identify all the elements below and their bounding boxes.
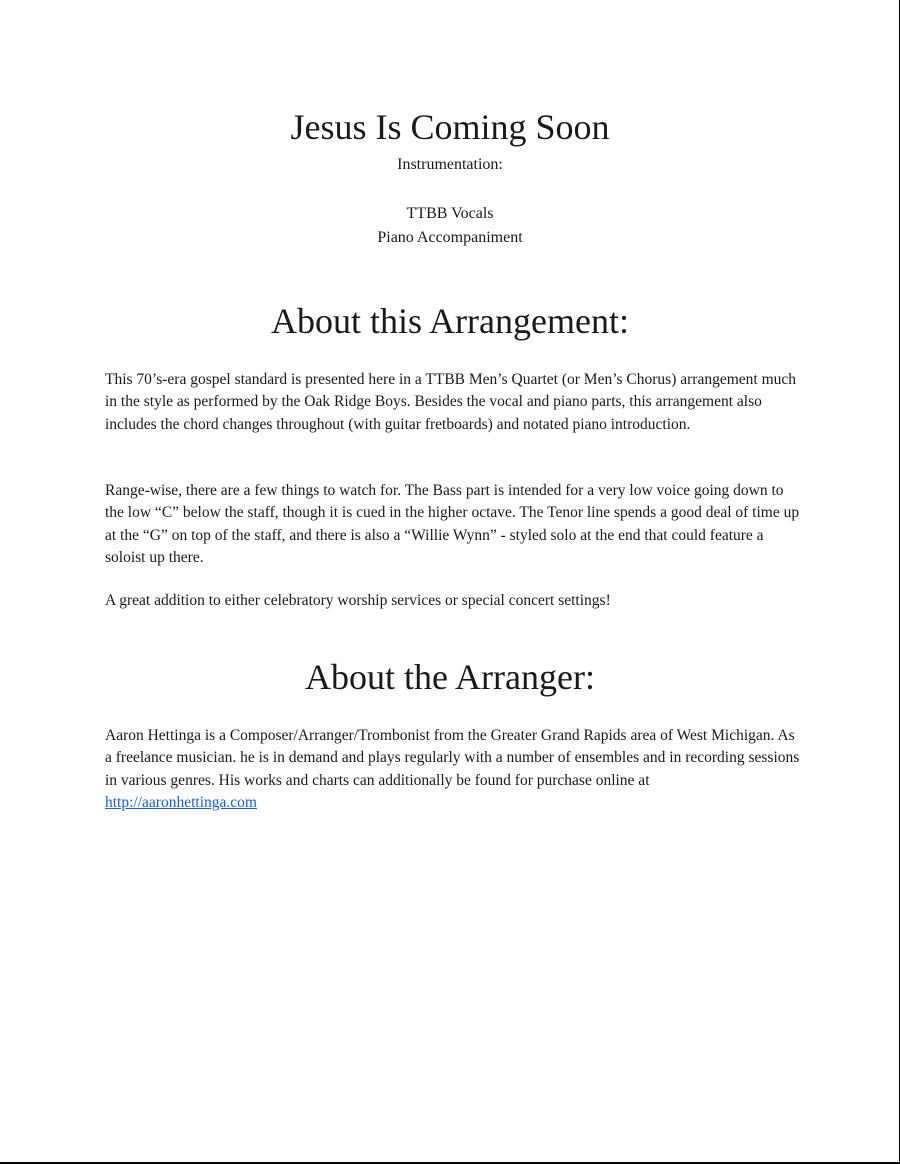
instrumentation-item: TTBB Vocals <box>406 205 494 222</box>
arranger-bio-text: Aaron Hettinga is a Composer/Arranger/Trombonist from the Greater Grand Rapids area of West Michigan. As a freelance musician. he is in demand and plays regularly with a number of ensembles and in recording sessions in various genres. His works and charts can additionally be found for purchase online at <box>105 727 800 789</box>
arrangement-paragraph: A great addition to either celebratory worship services or special concert settings! <box>105 592 611 609</box>
website-link[interactable]: http://aaronhettinga.com <box>105 793 257 811</box>
about-arranger-heading: About the Arranger: <box>305 657 595 697</box>
arranger-paragraph <box>105 725 805 814</box>
arrangement-paragraph: This 70’s-era gospel standard is presented here in a TTBB Men’s Quartet (or Men’s Chorus) arrangement much in the style as performed by the Oak Ridge Boys. Besides the vocal and piano parts, this arrangement also includes the chord changes throughout (with guitar fretboards) and notated piano introduction. <box>105 371 797 433</box>
page-title: Jesus Is Coming Soon <box>290 107 610 147</box>
instrumentation-list <box>0 202 900 250</box>
instrumentation-item: Piano Accompaniment <box>377 229 523 246</box>
arrangement-paragraph: Range-wise, there are a few things to watch for. The Bass part is intended for a very low voice going down to the low “C” below the staff, though it is cued in the higher octave. The Tenor line spends a good deal of time up at the “G” on top of the staff, and there is also a “Willie Wynn” - styled solo at the end that could feature a soloist up there. <box>105 482 800 566</box>
instrumentation-heading: Instrumentation: <box>397 156 503 173</box>
about-arrangement-heading: About this Arrangement: <box>271 301 629 341</box>
